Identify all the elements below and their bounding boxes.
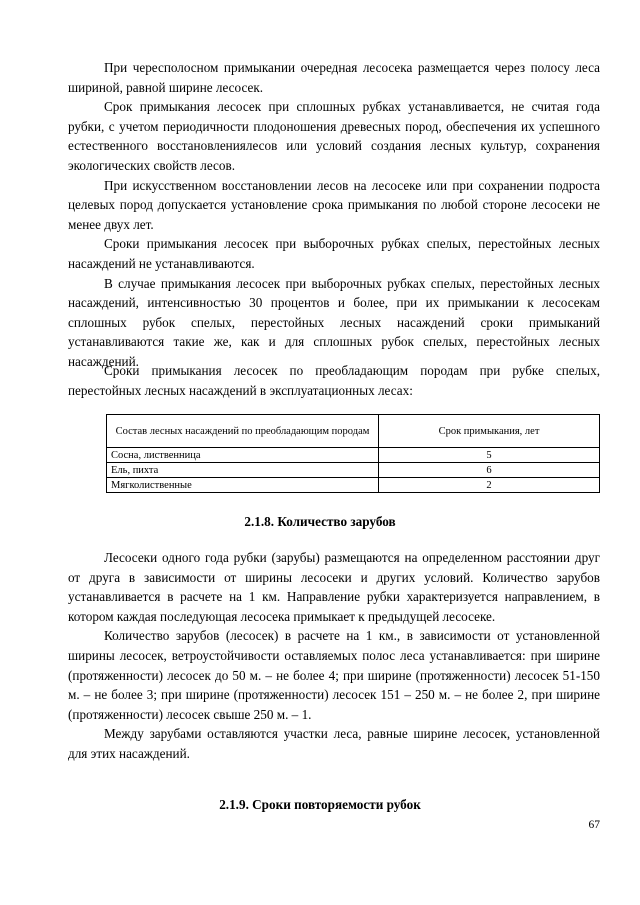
paragraph: Количество зарубов (лесосек) в расчете на 1 км., в зависимости от установленной ширины лесосек, ветроустойчивости оставляемых полос леса устанавливается: при ширине (протяженности) лесосек до 50 м. – не более 4; при ширине (протяженности) лесосек 51-150 м. – не более 3; при ширине (протяженности) лесосек 151 – 250 м. – не более 2, при ширине (протяженности) лесосек свыше 250 м. – 1. bbox=[68, 628, 600, 722]
paragraph: Лесосеки одного года рубки (зарубы) размещаются на определенном расстоянии друг от друга в зависимости от ширины лесосеки и других условий. Количество зарубов устанавливается в расчете на 1 км. Направление рубки характеризуется направлением, в котором каждая последующая лесосека примыкает к предыдущей лесосеке. bbox=[68, 550, 600, 624]
paragraph: При чересполосном примыкании очередная лесосека размещается через полосу леса шириной, равной ширине лесосек. bbox=[68, 60, 600, 95]
section-heading-2-1-9: 2.1.9. Сроки повторяемости рубок bbox=[219, 797, 421, 812]
table-header-row bbox=[107, 415, 600, 448]
table-header-composition: Состав лесных насаждений по преобладающим породам bbox=[107, 415, 379, 448]
section-heading-2-1-8: 2.1.8. Количество зарубов bbox=[244, 514, 396, 529]
table-cell-composition: Ель, пихта bbox=[107, 463, 379, 478]
table-caption-text: Сроки примыкания лесосек по преобладающим породам при рубке спелых, перестойных лесных насаждений в эксплуатационных лесах: bbox=[68, 363, 600, 398]
table-row bbox=[107, 463, 600, 478]
paragraph: При искусственном восстановлении лесов на лесосеке или при сохранении подроста целевых пород допускается установление срока примыкания по любой стороне лесосеки не менее двух лет. bbox=[68, 177, 600, 232]
table-cell-term: 2 bbox=[379, 478, 600, 493]
table-cell-term: 6 bbox=[379, 463, 600, 478]
table-row bbox=[107, 478, 600, 493]
paragraph: Сроки примыкания лесосек при выборочных рубках спелых, перестойных лесных насаждений не устанавливаются. bbox=[68, 236, 600, 271]
table-caption bbox=[68, 361, 600, 400]
paragraph: Срок примыкания лесосек при сплошных рубках устанавливается, не считая года рубки, с учетом периодичности плодоношения древесных пород, обеспечения их успешного естественного восстановлениялесов или условий создания лесных культур, сохранения экологических свойств лесов. bbox=[68, 99, 600, 173]
page-number: 67 bbox=[588, 819, 600, 831]
section-2-1-8-text bbox=[68, 548, 600, 764]
adjacency-terms-table bbox=[106, 414, 600, 493]
table-row bbox=[107, 448, 600, 463]
intro-text bbox=[68, 58, 600, 372]
table-cell-term: 5 bbox=[379, 448, 600, 463]
paragraph: В случае примыкания лесосек при выборочных рубках спелых, перестойных лесных насаждений, интенсивностью 30 процентов и более, при их примыкании к лесосекам сплошных рубок спелых, перестойных лесных насаждений сроки примыканий устанавливаются такие же, как и для сплошных рубок спелых, перестойных лесных насаждений. bbox=[68, 275, 600, 369]
table-cell-composition: Сосна, лиственница bbox=[107, 448, 379, 463]
table-cell-composition: Мягколиственные bbox=[107, 478, 379, 493]
paragraph: Между зарубами оставляются участки леса, равные ширине лесосек, установленной для этих насаждений. bbox=[68, 726, 600, 761]
table-header-term: Срок примыкания, лет bbox=[379, 415, 600, 448]
